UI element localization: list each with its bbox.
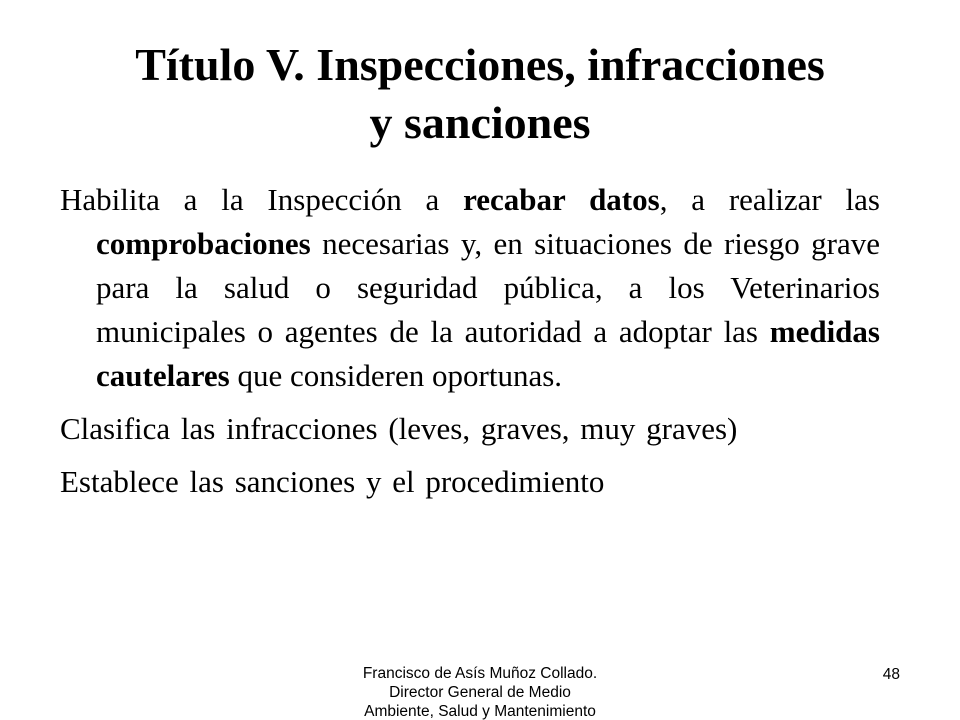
paragraph-establece: Establece las sanciones y el procedimiento [60, 464, 605, 499]
paragraph-habilita [60, 178, 880, 398]
paragraph-text: , a realizar las [659, 182, 880, 217]
bold-comprobaciones: comprobaciones [96, 226, 311, 261]
bold-recabar-datos: recabar datos [463, 182, 660, 217]
footer-author-line-2: Director General de Medio [389, 684, 571, 701]
slide-title-line-2: y sanciones [369, 97, 591, 148]
bold-medidas-cautelares: medidas cautelares [96, 314, 880, 393]
page-number: 48 [882, 666, 900, 683]
slide-body [60, 178, 880, 513]
slide-title [40, 36, 920, 152]
paragraph-clasifica: Clasifica las infracciones (leves, graves, muy graves) [60, 411, 738, 446]
footer-author-line-1: Francisco de Asís Muñoz Collado. [362, 665, 598, 682]
paragraph-text: Habilita a la Inspección a [60, 182, 464, 217]
footer-author [330, 664, 630, 720]
footer-author-line-3: Ambiente, Salud y Mantenimiento [364, 703, 596, 720]
slide-title-line-1: Título V. Inspecciones, infracciones [135, 39, 825, 90]
paragraph-text: necesarias y, en situaciones de riesgo grave para la salud o seguridad pública, a los Veterinarios municipales o agentes de la autoridad a adoptar las [96, 226, 880, 349]
paragraph-text: que consideren oportunas. [229, 358, 563, 393]
